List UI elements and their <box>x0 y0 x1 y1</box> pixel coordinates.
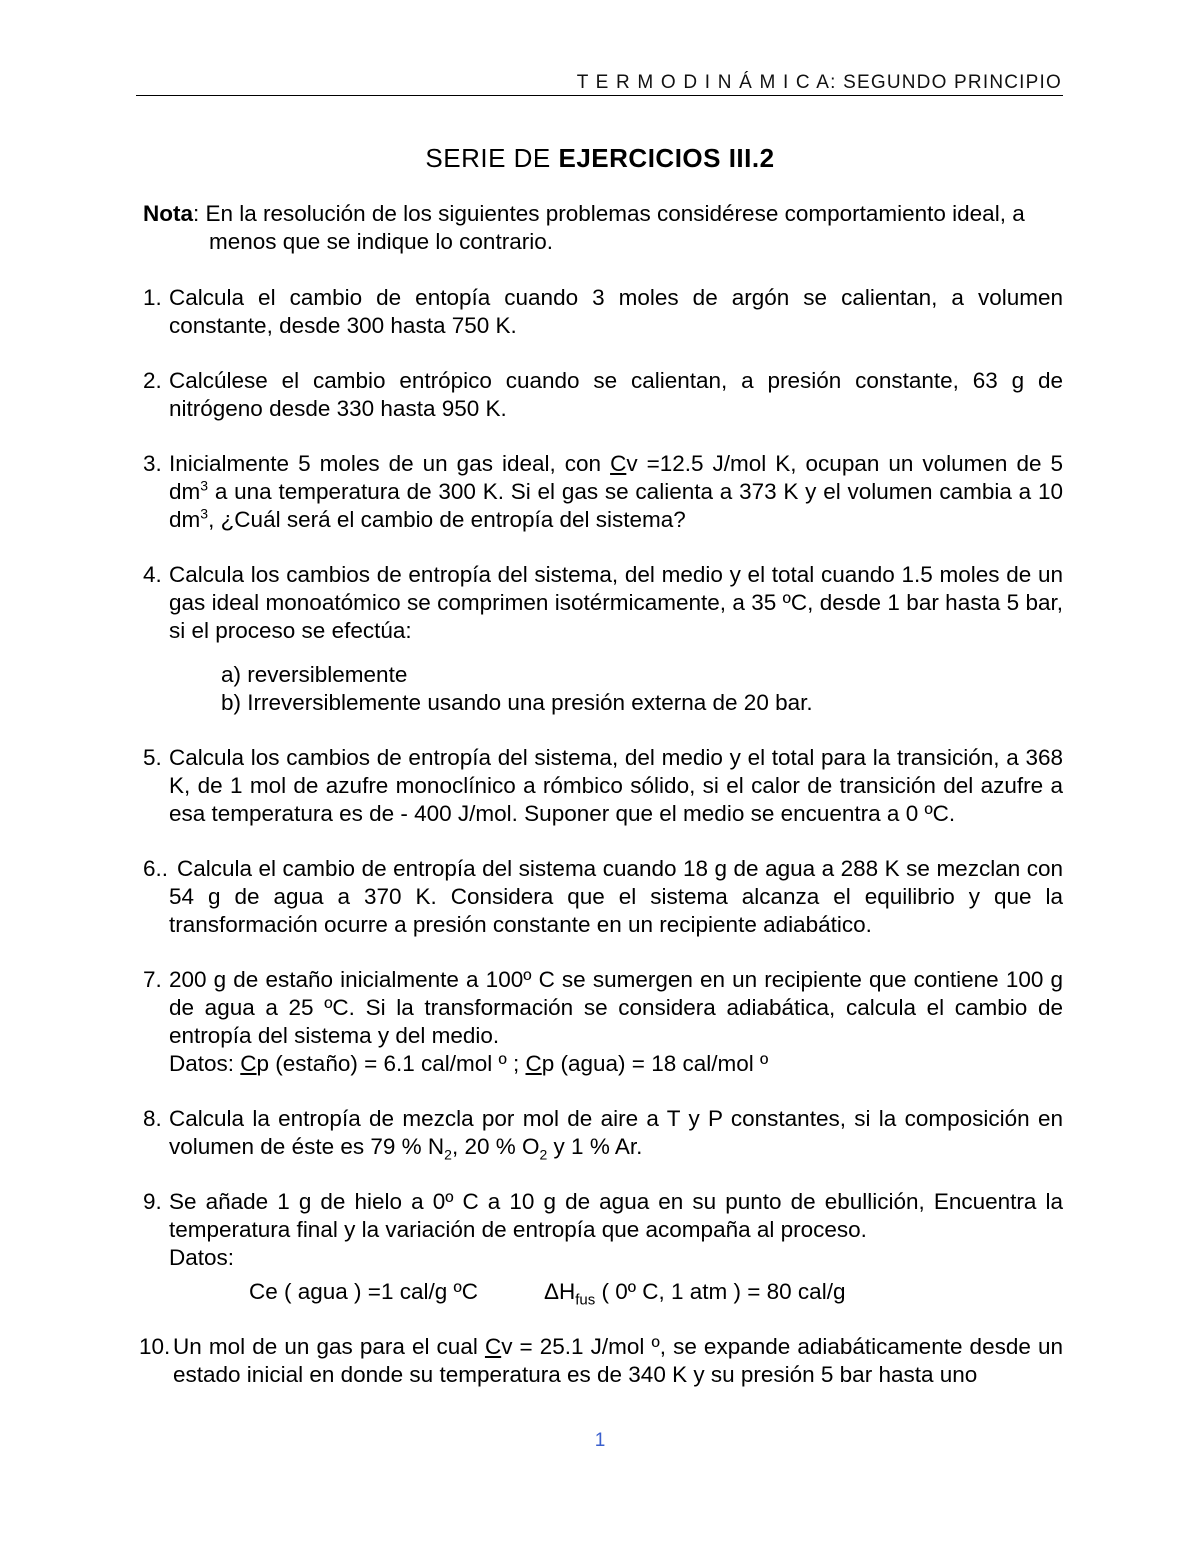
exercise-text-part-2: v =12.5 J/mol K, ocupan un volumen de 5 dm <box>169 451 1064 504</box>
exercise-text-part-1: Calcula la entropía de mezcla por mol de aire a T y P constantes, si la composición en volumen de éste es 79 % N <box>169 1106 1063 1159</box>
exercise-text-part-2: v = 25.1 J/mol º, se expande adiabáticamente desde un estado inicial en donde su temperatura es de 340 K y su presión 5 bar hasta uno <box>173 1334 1063 1387</box>
page-title <box>0 143 1200 174</box>
exercise-text-part-4: , ¿Cuál será el cambio de entropía del sistema? <box>208 507 686 532</box>
cp-tin: p (estaño) = 6.1 cal/mol º ; <box>256 1051 526 1076</box>
exercise-text: Se añade 1 g de hielo a 0º C a 10 g de agua en su punto de ebullición, Encuentra la temperatura final y la variación de entropía que acompaña al proceso. <box>169 1189 1063 1242</box>
subscript: 2 <box>539 1146 548 1163</box>
exercise-text: Calcula el cambio de entopía cuando 3 moles de argón se calientan, a volumen constante, desde 300 hasta 750 K. <box>169 285 1063 338</box>
note-text-1: : En la resolución de los siguientes problemas considérese comportamiento ideal, a <box>193 201 1025 226</box>
note-line-1 <box>143 200 1063 228</box>
title-bold: EJERCICIOS III.2 <box>558 143 775 173</box>
exercise-number: 7. <box>143 967 162 992</box>
exercise-text-part-3: a una temperatura de 300 K. Si el gas se calienta a 373 K y el volumen cambia a 10 dm <box>169 479 1063 532</box>
data-label: Datos: <box>169 1051 241 1076</box>
exercise-number: 1. <box>143 285 162 310</box>
exercise-2 <box>143 367 1063 423</box>
document-body <box>139 200 1064 1416</box>
superscript: 3 <box>200 477 209 494</box>
ce-water: Ce ( agua ) =1 cal/g ºC <box>249 1279 478 1304</box>
running-header: T E R M O D I N Á M I C A: SEGUNDO PRINCIPIO <box>576 72 1062 93</box>
cv-symbol: C <box>484 1334 502 1359</box>
exercise-text-part-1: Un mol de un gas para el cual <box>173 1334 485 1359</box>
exercise-number: 3. <box>143 451 162 476</box>
exercise-10 <box>139 1333 1063 1389</box>
exercise-text-part-3: y 1 % Ar. <box>547 1134 643 1159</box>
exercise-9 <box>143 1188 1063 1309</box>
exercise-text: 200 g de estaño inicialmente a 100º C se sumergen en un recipiente que contiene 100 g de agua a 25 ºC. Si la transformación se considera adiabática, calcula el cambio de entropía del sistema y del medio. <box>169 967 1063 1048</box>
cp-symbol: C <box>240 1051 257 1076</box>
exercise-text: Calcula los cambios de entropía del sistema, del medio y el total cuando 1.5 moles de un gas ideal monoatómico se comprimen isotérmicamente, a 35 ºC, desde 1 bar hasta 5 bar, si el proceso se efectúa: <box>169 562 1063 643</box>
exercise-number: 9. <box>143 1189 162 1214</box>
exercise-text: Calcula los cambios de entropía del sistema, del medio y el total para la transición, a 368 K, de 1 mol de azufre monoclínico a rómbico sólido, si el calor de transición del azufre a esa temperatura es de - 400 J/mol. Suponer que el medio se encuentra a 0 ºC. <box>169 745 1063 826</box>
exercise-text: Calcúlese el cambio entrópico cuando se calientan, a presión constante, 63 g de nitrógeno desde 330 hasta 950 K. <box>169 368 1063 421</box>
note-line-2: menos que se indique lo contrario. <box>209 229 553 254</box>
exercise-7 <box>143 966 1063 1078</box>
exercise-number: 10. <box>139 1334 171 1359</box>
cv-symbol: C <box>610 451 627 476</box>
exercise-7-data <box>169 1050 1063 1078</box>
cp-symbol: C <box>525 1051 542 1076</box>
fus-subscript: fus <box>575 1291 596 1309</box>
exercise-8 <box>143 1105 1063 1161</box>
note <box>143 200 1063 256</box>
exercise-6 <box>143 855 1063 939</box>
delta-h-symbol: ΔH <box>543 1279 576 1304</box>
exercise-text-part-1: Inicialmente 5 moles de un gas ideal, con <box>169 451 611 476</box>
exercise-number: 8. <box>143 1106 162 1131</box>
exercise-number: 4. <box>143 562 162 587</box>
header-rule <box>136 95 1063 96</box>
note-label: Nota <box>143 201 193 226</box>
exercise-number: 6.. <box>143 856 169 881</box>
exercise-4-options <box>169 661 1063 717</box>
title-prefix: SERIE DE <box>425 143 559 173</box>
exercise-4 <box>143 561 1063 717</box>
exercise-1 <box>143 284 1063 340</box>
exercise-3 <box>143 450 1063 534</box>
exercise-5 <box>143 744 1063 828</box>
exercise-number: 5. <box>143 745 162 770</box>
cp-water: p (agua) = 18 cal/mol º <box>541 1051 769 1076</box>
delta-h-value: ( 0º C, 1 atm ) = 80 cal/g <box>595 1279 846 1304</box>
subscript: 2 <box>444 1146 452 1163</box>
data-label: Datos: <box>169 1245 235 1270</box>
option-a: a) reversiblemente <box>221 662 408 687</box>
superscript: 3 <box>200 505 209 522</box>
page-number: 1 <box>594 1430 606 1451</box>
exercise-text-part-2: , 20 % O <box>451 1134 540 1159</box>
exercise-number: 2. <box>143 368 162 393</box>
exercise-9-data <box>169 1278 1063 1309</box>
option-b: b) Irreversiblemente usando una presión externa de 20 bar. <box>221 690 813 715</box>
exercise-text: Calcula el cambio de entropía del sistema cuando 18 g de agua a 288 K se mezclan con 54 g de agua a 370 K. Considera que el sistema alcanza el equilibrio y que la transformación ocurre a presión constante en un recipiente adiabático. <box>169 856 1063 937</box>
